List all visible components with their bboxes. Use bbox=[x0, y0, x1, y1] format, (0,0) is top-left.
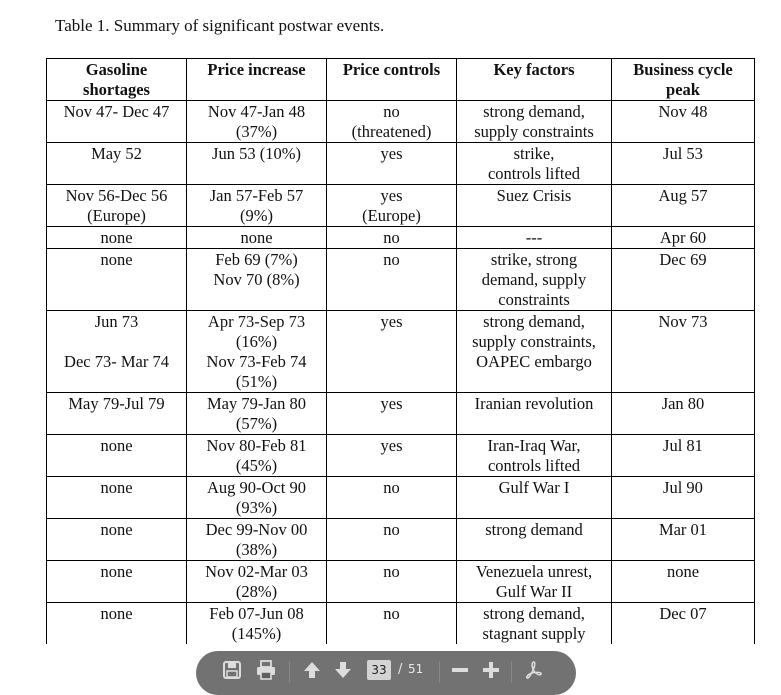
cell-line: Nov 70 (8%) bbox=[213, 270, 300, 289]
table-cell bbox=[457, 435, 612, 477]
table-cell bbox=[612, 477, 755, 519]
cell-line: controls lifted bbox=[487, 164, 581, 183]
cell-line: (Europe) bbox=[362, 206, 421, 225]
pdf-viewer-toolbar bbox=[196, 651, 576, 695]
table-cell bbox=[187, 477, 327, 519]
header-line: Business cycle bbox=[633, 60, 733, 79]
table-cell bbox=[612, 101, 755, 143]
cell-line: Venezuela unrest, bbox=[475, 562, 593, 581]
table-cell bbox=[327, 101, 457, 143]
cell-line: none bbox=[100, 250, 133, 269]
cell-line: (51%) bbox=[235, 372, 278, 391]
total-pages: 51 bbox=[408, 662, 424, 676]
table-cell bbox=[187, 249, 327, 311]
table-cell bbox=[612, 185, 755, 227]
cell-line: Jul 53 bbox=[663, 144, 703, 163]
header-line: shortages bbox=[83, 80, 150, 99]
table-cell bbox=[327, 185, 457, 227]
table-row bbox=[47, 101, 755, 143]
page-down-icon[interactable] bbox=[331, 659, 355, 681]
table-row bbox=[47, 143, 755, 185]
cell-line: no bbox=[383, 250, 400, 269]
table-cell bbox=[47, 143, 187, 185]
cell-line: OAPEC embargo bbox=[476, 352, 592, 371]
table-cell bbox=[327, 561, 457, 603]
table-caption: Table 1. Summary of significant postwar events. bbox=[55, 16, 385, 35]
header-line: peak bbox=[666, 80, 700, 99]
table-cell bbox=[612, 519, 755, 561]
table-cell bbox=[187, 185, 327, 227]
cell-line: Gulf War II bbox=[495, 582, 573, 601]
header-row bbox=[47, 59, 755, 101]
header-line: Key factors bbox=[493, 60, 575, 79]
cell-line: Apr 60 bbox=[659, 228, 707, 247]
cell-line: no bbox=[383, 604, 400, 623]
table-cell bbox=[187, 435, 327, 477]
table-cell bbox=[457, 393, 612, 435]
table-cell bbox=[457, 311, 612, 393]
cell-line: May 79-Jul 79 bbox=[68, 394, 165, 413]
cell-line: (57%) bbox=[235, 414, 278, 433]
cell-line: controls lifted bbox=[487, 456, 581, 475]
table-cell bbox=[187, 143, 327, 185]
page-separator: / bbox=[398, 662, 403, 677]
cell-line: no bbox=[383, 562, 400, 581]
table-row bbox=[47, 311, 755, 393]
cell-line: Jul 81 bbox=[663, 436, 703, 455]
cell-line: Nov 73 bbox=[658, 312, 708, 331]
table-cell bbox=[47, 227, 187, 249]
cell-line: Aug 57 bbox=[658, 186, 708, 205]
header-line: Price increase bbox=[207, 60, 306, 79]
cell-line: Nov 56-Dec 56 bbox=[65, 186, 168, 205]
cell-line: Nov 47-Jan 48 bbox=[207, 102, 306, 121]
table-cell bbox=[612, 249, 755, 311]
table-cell bbox=[47, 101, 187, 143]
cell-line: (16%) bbox=[235, 332, 278, 351]
table-cell bbox=[187, 603, 327, 645]
table-cell bbox=[187, 311, 327, 393]
cell-line: strong demand bbox=[485, 520, 583, 539]
table-cell bbox=[47, 311, 187, 393]
cell-line: Suez Crisis bbox=[496, 186, 572, 205]
cell-line: Nov 80-Feb 81 bbox=[206, 436, 307, 455]
column-header bbox=[327, 59, 457, 101]
table-cell bbox=[457, 561, 612, 603]
cell-line: (28%) bbox=[235, 582, 278, 601]
cell-line: (37%) bbox=[235, 122, 278, 141]
cell-line: (9%) bbox=[240, 206, 273, 225]
table-cell bbox=[327, 227, 457, 249]
table-cell bbox=[47, 435, 187, 477]
acrobat-icon[interactable] bbox=[522, 659, 546, 681]
table-cell bbox=[327, 393, 457, 435]
table-row bbox=[47, 519, 755, 561]
table-cell bbox=[327, 311, 457, 393]
cell-line: none bbox=[100, 478, 133, 497]
table-cell bbox=[47, 393, 187, 435]
page-up-icon[interactable] bbox=[300, 659, 324, 681]
table-cell bbox=[457, 143, 612, 185]
table-cell bbox=[457, 477, 612, 519]
save-icon[interactable] bbox=[220, 659, 244, 681]
table-cell bbox=[612, 435, 755, 477]
table-cell bbox=[327, 477, 457, 519]
cell-line: Nov 02-Mar 03 bbox=[205, 562, 308, 581]
cell-line: Iran-Iraq War, bbox=[487, 436, 581, 455]
cell-line: no bbox=[383, 520, 400, 539]
table-cell bbox=[457, 249, 612, 311]
cell-line: strong demand, bbox=[483, 102, 585, 121]
cell-line: Feb 07-Jun 08 bbox=[209, 604, 304, 623]
table-cell bbox=[327, 143, 457, 185]
cell-line: Gulf War I bbox=[498, 478, 570, 497]
cell-line: demand, supply bbox=[481, 270, 587, 289]
table-cell bbox=[187, 519, 327, 561]
cell-line: Mar 01 bbox=[658, 520, 708, 539]
column-header bbox=[612, 59, 755, 101]
table-cell bbox=[47, 477, 187, 519]
cell-line: Dec 69 bbox=[659, 250, 707, 269]
cell-line: none bbox=[100, 228, 133, 247]
cell-line: Feb 69 (7%) bbox=[215, 250, 298, 269]
table-cell bbox=[612, 603, 755, 645]
cell-line: Dec 73- Mar 74 bbox=[64, 352, 169, 371]
table-cell bbox=[187, 101, 327, 143]
table-row bbox=[47, 561, 755, 603]
cell-line: (45%) bbox=[235, 456, 278, 475]
cell-line: yes bbox=[380, 144, 403, 163]
cell-line bbox=[50, 332, 183, 352]
cell-line: none bbox=[100, 562, 133, 581]
cell-line: strike, strong bbox=[490, 250, 578, 269]
cell-line: constraints bbox=[498, 290, 570, 309]
table-cell bbox=[457, 519, 612, 561]
cell-line: strong demand, bbox=[483, 604, 585, 623]
cell-line: Apr 73-Sep 73 bbox=[207, 312, 306, 331]
cell-line: May 79-Jan 80 bbox=[207, 394, 306, 413]
table-cell bbox=[47, 519, 187, 561]
events-table bbox=[46, 58, 755, 644]
cell-line: Aug 90-Oct 90 bbox=[207, 478, 306, 497]
zoom-in-icon[interactable] bbox=[479, 659, 503, 681]
current-page-input[interactable]: 33 bbox=[367, 660, 391, 680]
cell-line: supply constraints, bbox=[472, 332, 596, 351]
cell-line: strike, bbox=[513, 144, 555, 163]
cell-line: Dec 07 bbox=[659, 604, 707, 623]
table-cell bbox=[457, 603, 612, 645]
table-cell bbox=[612, 227, 755, 249]
zoom-out-icon[interactable] bbox=[448, 659, 472, 681]
table-cell bbox=[187, 227, 327, 249]
cell-line: yes bbox=[380, 186, 403, 205]
cell-line: none bbox=[100, 604, 133, 623]
table-body bbox=[47, 101, 755, 645]
table-cell bbox=[187, 393, 327, 435]
print-icon[interactable] bbox=[254, 659, 278, 681]
cell-line: Jun 73 bbox=[94, 312, 139, 331]
table-row bbox=[47, 185, 755, 227]
cell-line: Nov 48 bbox=[658, 102, 708, 121]
cell-line: none bbox=[240, 228, 273, 247]
cell-line: no bbox=[383, 228, 400, 247]
cell-line: (145%) bbox=[231, 624, 282, 643]
cell-line: Dec 99-Nov 00 bbox=[205, 520, 308, 539]
cell-line: Nov 73-Feb 74 bbox=[206, 352, 307, 371]
cell-line: none bbox=[666, 562, 700, 581]
cell-line: (93%) bbox=[235, 498, 278, 517]
table-cell bbox=[612, 561, 755, 603]
cell-line: supply constraints bbox=[474, 122, 594, 141]
cell-line: yes bbox=[380, 436, 403, 455]
table-row bbox=[47, 435, 755, 477]
cell-line: Jul 90 bbox=[663, 478, 703, 497]
table-row bbox=[47, 249, 755, 311]
cell-line: none bbox=[100, 520, 133, 539]
column-header bbox=[457, 59, 612, 101]
table-cell bbox=[612, 393, 755, 435]
table-cell bbox=[457, 101, 612, 143]
table-row bbox=[47, 477, 755, 519]
cell-line: May 52 bbox=[91, 144, 142, 163]
table-cell bbox=[612, 143, 755, 185]
cell-line: Jan 57-Feb 57 bbox=[209, 186, 304, 205]
cell-line: Jun 53 (10%) bbox=[212, 144, 301, 163]
cell-line: (threatened) bbox=[351, 122, 432, 141]
cell-line: Nov 47- Dec 47 bbox=[63, 102, 170, 121]
cell-line: no bbox=[383, 102, 400, 121]
table-cell bbox=[612, 311, 755, 393]
table-row bbox=[47, 603, 755, 645]
header-line: Gasoline bbox=[85, 60, 148, 79]
table-cell bbox=[47, 561, 187, 603]
cell-line: yes bbox=[380, 312, 403, 331]
table-row bbox=[47, 393, 755, 435]
table-cell bbox=[457, 227, 612, 249]
table-cell bbox=[327, 249, 457, 311]
column-header bbox=[187, 59, 327, 101]
cell-line: none bbox=[100, 436, 133, 455]
cell-line: stagnant supply bbox=[482, 624, 586, 643]
table-cell bbox=[457, 185, 612, 227]
cell-line: no bbox=[383, 478, 400, 497]
table-cell bbox=[327, 603, 457, 645]
cell-line: strong demand, bbox=[483, 312, 585, 331]
table-cell bbox=[327, 519, 457, 561]
table-cell bbox=[47, 603, 187, 645]
table-row bbox=[47, 227, 755, 249]
table-cell bbox=[187, 561, 327, 603]
cell-line: yes bbox=[380, 394, 403, 413]
cell-line: (Europe) bbox=[87, 206, 146, 225]
cell-line: (38%) bbox=[235, 540, 278, 559]
cell-line: Iranian revolution bbox=[474, 394, 594, 413]
column-header bbox=[47, 59, 187, 101]
table-cell bbox=[47, 185, 187, 227]
table-cell bbox=[327, 435, 457, 477]
cell-line: Jan 80 bbox=[661, 394, 705, 413]
cell-line: --- bbox=[525, 228, 543, 247]
header-line: Price controls bbox=[342, 60, 441, 79]
table-cell bbox=[47, 249, 187, 311]
